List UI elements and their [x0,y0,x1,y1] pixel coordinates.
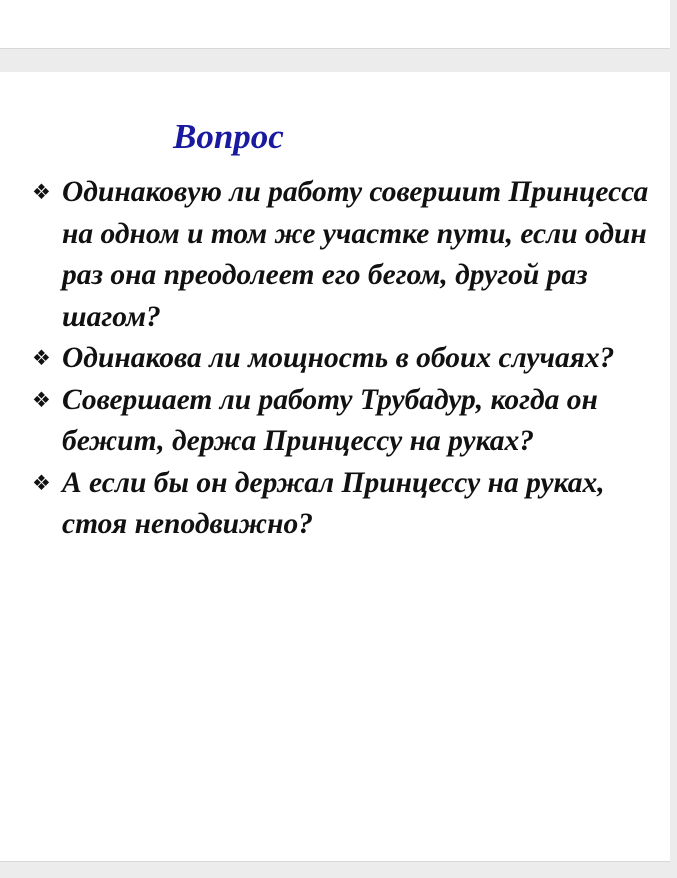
four-diamond-bullet-icon: ❖ [32,470,51,495]
previous-slide-page[interactable] [0,0,670,49]
question-text: Одинаковую ли работу совершит Принцесса на одном и том же участке пути, если один раз она преодолеет его бегом, другой раз шагом? [62,176,649,333]
slide-title: Вопрос [173,117,284,156]
viewer-margin [670,0,677,52]
four-diamond-bullet-icon: ❖ [32,180,51,204]
question-item [26,172,666,338]
question-list [26,172,666,546]
question-text: Совершает ли работу Трубадур, когда он бежит, держа Принцессу на руках? [62,383,598,457]
question-item [26,338,666,380]
question-text: Одинакова ли мощность в обоих случаях? [62,342,615,374]
slide-page[interactable] [0,72,670,862]
question-text: А если бы он держал Принцессу на руках, стоя неподвижно? [62,466,605,540]
question-item [26,463,666,546]
four-diamond-bullet-icon: ❖ [32,346,51,370]
question-item [26,380,666,463]
four-diamond-bullet-icon: ❖ [32,387,51,412]
